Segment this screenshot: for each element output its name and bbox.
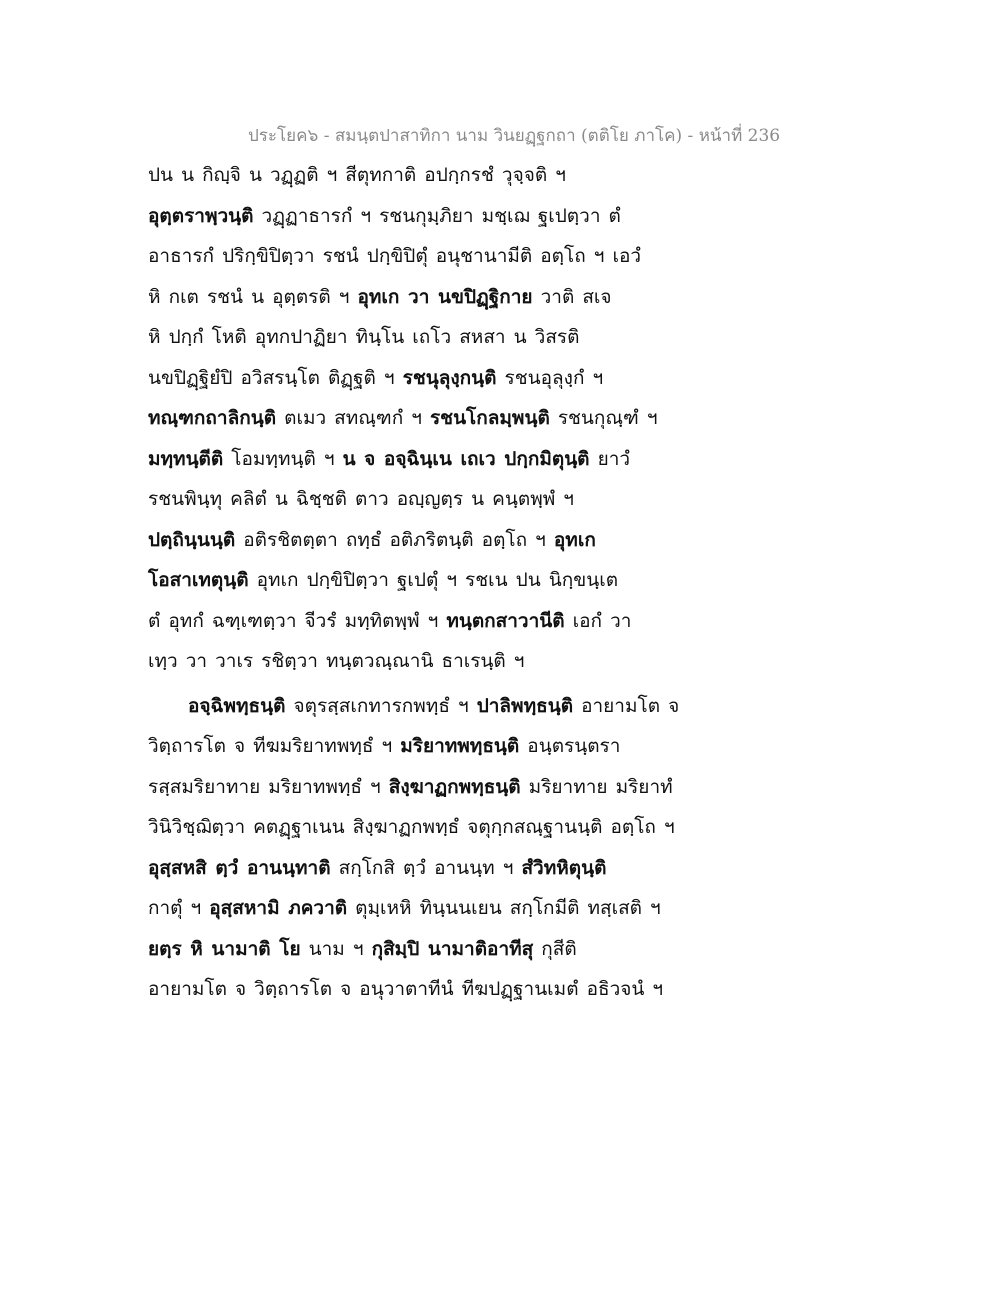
text-line-6: [148, 363, 708, 404]
text-run: ตเมว สทณฺฑกํ ฯ: [276, 407, 430, 429]
text-run: อนฺตรนฺตรา: [519, 735, 621, 757]
text-run: หิ กเต รชนํ น อุตฺตรติ ฯ: [148, 285, 358, 308]
text-run: เทฺว วา วาเร รชิตฺวา ทนฺตวณฺณานิ ธาเรนฺติ ฯ: [148, 650, 525, 672]
text-line-12: [148, 606, 708, 647]
page-header: ประโยค๖ - สมนฺตปาสาทิกา นาม วินยฏฺฐกถา (ตติโย ภาโค) - หน้าที่ 236: [248, 126, 781, 146]
text-line-19: [148, 893, 708, 934]
text-line-1: [148, 160, 708, 201]
text-run: นขปิฏฺฐิยํปิ อวิสรนฺโต ติฏฺฐติ ฯ: [148, 366, 403, 389]
term-bold: ทนฺตกสาวานีติ: [446, 609, 565, 632]
term-bold: กุสิมฺปิ นามาติอาทีสุ: [371, 937, 534, 960]
text-run: รชนกุณฺฑํ ฯ: [549, 407, 658, 429]
text-line-16: [148, 772, 708, 813]
text-run: หิ ปกฺกํ โหติ อุทกปาฏิยา ทินฺโน เถโว สหสา น วิสรติ: [148, 326, 580, 348]
text-line-17: [148, 812, 708, 853]
text-run: เอกํ วา: [564, 609, 632, 632]
term-bold: น จ อจฺฉินฺเน เถเว ปกฺกมิตุนฺติ: [342, 447, 590, 470]
term-bold: รชนโกลมฺพนฺติ: [429, 407, 550, 429]
text-run: จตุรสฺสเกทารกพทฺธํ ฯ: [285, 694, 477, 717]
text-run: รสฺสมริยาทาย มริยาทพทฺธํ ฯ: [148, 775, 389, 798]
term-bold: ทณฺฑกถาลิกนฺติ: [148, 407, 277, 429]
term-bold: โอสาเทตุนฺติ: [148, 569, 249, 591]
text-run: นาม ฯ: [300, 937, 372, 960]
text-run: ยาวํ: [589, 447, 631, 470]
term-bold: ยตฺร หิ นามาติ โย: [148, 937, 301, 960]
text-run: อุทเก ปกฺขิปิตฺวา ฐเปตุํ ฯ รชเน ปน นิกฺขนฺเต: [248, 569, 619, 591]
term-bold: มทฺทนฺตีติ: [148, 447, 224, 470]
text-line-8: [148, 444, 708, 485]
text-run: อายามโต จ วิตฺถารโต จ อนุวาตาทีนํ ทีฆปฏฺฐานเมตํ อธิวจนํ ฯ: [148, 978, 664, 1000]
text-line-13: [148, 646, 708, 687]
page-body-text: [148, 160, 708, 1015]
text-run: รชนพินฺทุ คลิตํ น ฉิชฺชติ ตาว อญฺญตฺร น คนฺตพฺพํ ฯ: [148, 488, 574, 510]
text-line-4: [148, 282, 708, 323]
text-run: วินิวิชฺฌิตฺวา คตฏฺฐาเนน สิงฺฆาฏกพทฺธํ จตุกฺกสณฺฐานนฺติ อตฺโถ ฯ: [148, 816, 675, 838]
text-run: ปน น กิญฺจิ น วฏฺฏติ ฯ สีตุทกาติ อปกฺกรชํ วุจฺจติ ฯ: [148, 164, 566, 186]
term-bold: อุทเก: [553, 528, 596, 551]
text-line-18: [148, 853, 708, 894]
text-run: อาธารกํ ปริกฺขิปิตฺวา รชนํ ปกฺขิปิตุํ อนุชานามีติ อตฺโถ ฯ เอวํ: [148, 245, 642, 267]
text-line-15: [148, 731, 708, 772]
term-bold: อุตฺตราพฺวนฺติ: [148, 204, 254, 227]
term-bold: สํวิทหิตุนฺติ: [521, 856, 607, 879]
term-bold: มริยาทพทฺธนฺติ: [400, 735, 520, 757]
text-line-20: [148, 934, 708, 975]
term-bold: อจฺฉิพทฺธนฺติ: [188, 694, 286, 717]
term-bold: อุทเก วา นขปิฏฺฐิกาย: [357, 285, 533, 308]
term-bold: อุสฺสหามิ ภควาติ: [209, 897, 348, 919]
text-line-5: [148, 322, 708, 363]
text-run: โอมทฺทนฺติ ฯ: [223, 447, 343, 470]
term-bold: สิงฺฆาฏกพทฺธนฺติ: [388, 775, 521, 798]
text-line-9: [148, 484, 708, 525]
term-bold: อุสฺสหสิ ตฺวํ อานนฺทาติ: [148, 856, 331, 879]
term-bold: ปตฺถินฺนนฺติ: [148, 528, 236, 551]
text-line-21: [148, 974, 708, 1015]
text-run: ตํ อุทกํ ฉฑฺเฑตฺวา จีวรํ มทฺทิตพฺพํ ฯ: [148, 609, 447, 632]
text-line-14: [148, 691, 708, 732]
term-bold: รชนุลุงฺกนฺติ: [402, 366, 497, 389]
text-line-11: [148, 565, 708, 606]
text-line-2: [148, 201, 708, 242]
term-bold: ปาลิพทฺธนฺติ: [476, 694, 574, 717]
text-line-3: [148, 241, 708, 282]
text-run: อายามโต จ: [573, 694, 680, 717]
text-line-7: [148, 403, 708, 444]
text-run: วิตฺถารโต จ ทีฆมริยาทพทฺธํ ฯ: [148, 735, 401, 757]
text-run: อติรชิตตฺตา ถทฺธํ อติภริตนฺติ อตฺโถ ฯ: [235, 528, 554, 551]
text-run: มริยาทาย มริยาทํ: [520, 775, 673, 798]
text-run: กุสีติ: [533, 937, 577, 960]
text-run: กาตุํ ฯ: [148, 897, 210, 919]
text-run: สกฺโกสิ ตฺวํ อานนฺท ฯ: [330, 856, 522, 879]
text-run: วาติ สเจ: [532, 285, 612, 308]
text-run: ตุมฺเหหิ ทินฺนนเยน สกฺโกมีติ ทสฺเสติ ฯ: [347, 897, 661, 919]
text-run: รชนอุลุงฺกํ ฯ: [496, 366, 604, 389]
text-line-10: [148, 525, 708, 566]
text-run: วฏฺฏาธารกํ ฯ รชนกุมฺภิยา มชฺเฌ ฐเปตฺวา ตํ: [253, 204, 621, 227]
